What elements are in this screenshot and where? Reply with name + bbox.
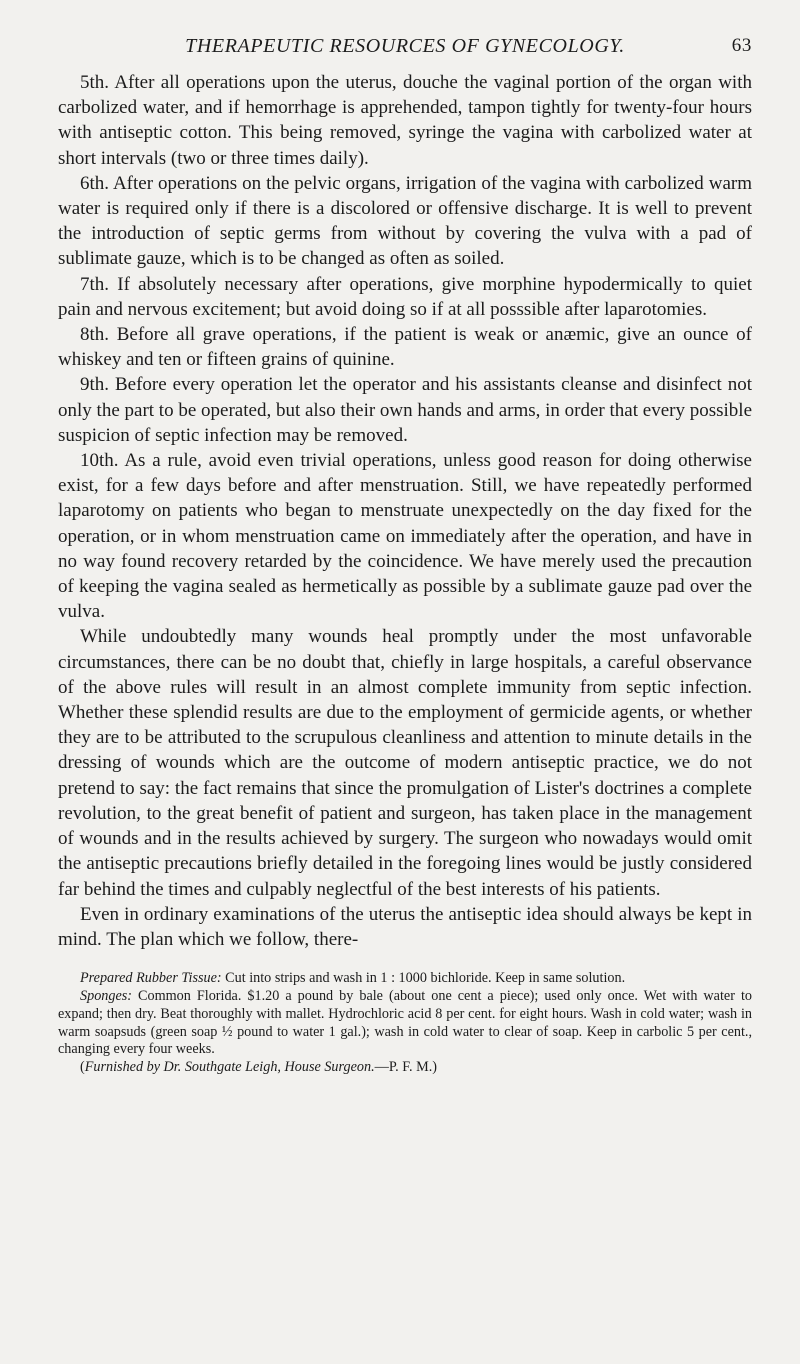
- running-title: THERAPEUTIC RESOURCES OF GYNECOLOGY.: [185, 35, 625, 57]
- paragraph-8th: 8th. Before all grave operations, if the patient is weak or anæmic, give an ounce of whiskey and ten or fifteen grains of quinine.: [58, 324, 752, 371]
- running-head: [58, 34, 752, 58]
- paragraph-7th: 7th. If absolutely necessary after operations, give morphine hypodermically to quiet pain and nervous excitement; but avoid doing so if at all posssible after laparotomies.: [58, 273, 752, 320]
- paragraph-10th: 10th. As a rule, avoid even trivial operations, unless good reason for doing otherwise exist, for a few days before and after menstruation. Still, we have repeatedly performed laparotomy on patients who began to menstruate unexpectedly on the day fixed for the operation, or in whom menstruation came on immediately after the operation, and have in no way found recovery retarded by the coincidence. We have merely used the precaution of keeping the vagina sealed as hermetically as possible by a sublimate gauze pad over the vulva.: [58, 450, 752, 623]
- footnote-sponges-lead: Sponges:: [80, 987, 133, 1004]
- footnotes: [58, 970, 752, 1077]
- page-number: 63: [731, 35, 752, 56]
- footnote-rubber-lead: Prepared Rubber Tissue:: [80, 970, 222, 987]
- paragraph-5th: 5th. After all operations upon the uterus, douche the vaginal portion of the organ with carbolized water, and if hemorrhage is apprehended, tampon tightly for twenty-four hours with antiseptic cotton. This being removed, syringe the vagina with carbolized water at short intervals (two or three times daily).: [58, 72, 752, 169]
- footnote-rubber-text: Cut into strips and wash in 1 : 1000 bichloride. Keep in same solution.: [221, 970, 626, 987]
- body-text: [58, 70, 752, 952]
- credit-tail: —P. F. M.): [374, 1059, 437, 1076]
- paragraph-discussion: While undoubtedly many wounds heal promptly under the most unfavorable circumstances, there can be no doubt that, chiefly in large hospitals, a careful observance of the above rules will result in an almost complete immunity from septic infection. Whether these splendid results are due to the employment of germicide agents, or whether they are to be attributed to the scrupulous cleanliness and attention to minute details in the dressing of wounds which are the outcome of modern antiseptic practice, we do not pretend to say: the fact remains that since the promulgation of Lister's doctrines a complete revolution, to the great benefit of patient and surgeon, has taken place in the management of wounds and in the results achieved by surgery. The surgeon who nowadays would omit the antiseptic precautions briefly detailed in the foregoing lines would be justly considered far behind the times and culpably neglectful of the best interests of his patients.: [58, 626, 752, 900]
- paragraph-6th: 6th. After operations on the pelvic organs, irrigation of the vagina with carbolized warm water is required only if there is a discolored or offensive discharge. It is well to prevent the introduction of septic germs from without by covering the vulva with a pad of sublimate gauze, which is to be changed as often as soiled.: [58, 172, 752, 270]
- footnote-sponges-text: Common Florida. $1.20 a pound by bale (about one cent a piece); used only once. Wet with water to expand; then dry. Beat thoroughly with mallet. Hydrochloric acid 8 per cent. for eight hours. Wash in cold water; wash in warm soapsuds (green soap ½ pound to water 1 gal.); wash in cold water to clear of soap. Keep in carbolic 5 per cent., changing every four weeks.: [58, 987, 752, 1058]
- paragraph-9th: 9th. Before every operation let the operator and his assistants cleanse and disinfect not only the part to be operated, but also their own hands and arms, in order that every possible suspicion of septic infection may be removed.: [58, 374, 752, 446]
- footnote-sponges: [58, 988, 752, 1059]
- paragraph-examinations: Even in ordinary examinations of the uterus the antiseptic idea should always be kept in mind. The plan which we follow, there-: [58, 903, 752, 950]
- credit-open: (: [80, 1059, 85, 1076]
- credit-italic: Furnished by Dr. Southgate Leigh, House Surgeon.: [84, 1059, 375, 1076]
- footnote-credit: [58, 1059, 752, 1077]
- footnote-rubber-tissue: [58, 970, 752, 988]
